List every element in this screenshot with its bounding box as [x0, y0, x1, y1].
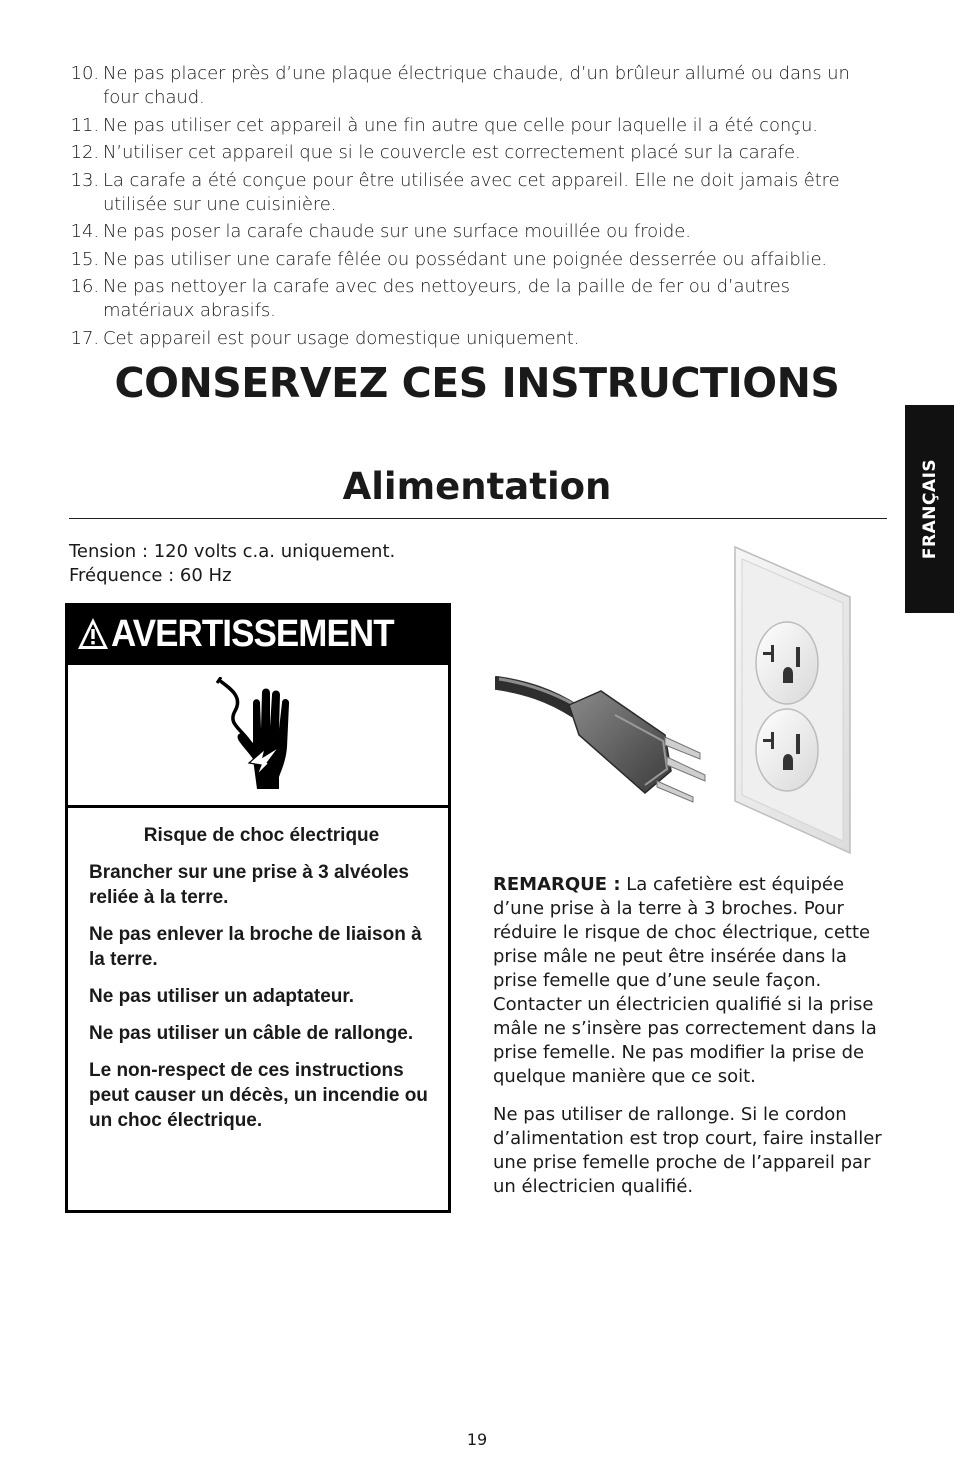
list-item: 16. Ne pas nettoyer la carafe avec des nettoyeurs, de la paille de fer ou d’autres matériaux abrasifs.: [70, 276, 790, 321]
warning-line: Le non-respect de ces instructions peut causer un décès, un incendie ou un choc électrique.: [89, 1060, 428, 1131]
shock-icon-frame: [68, 665, 448, 808]
page-number: 19: [466, 1430, 488, 1449]
note-section: [493, 873, 893, 1213]
list-item: 17. Cet appareil est pour usage domestique uniquement.: [70, 327, 580, 349]
list-item: 13. La carafe a été conçue pour être utilisée avec cet appareil. Elle ne doit jamais être utilisée sur une cuisinière.: [70, 169, 840, 215]
warning-header: [65, 603, 451, 665]
power-specs: [69, 540, 395, 588]
outlet-upper: [756, 622, 818, 704]
warning-header-label: AVERTISSEMENT: [111, 613, 394, 655]
warning-text: [89, 823, 434, 1145]
note-paragraph-2: Ne pas utiliser de rallonge. Si le cordon d’alimentation est trop court, faire installer une prise femelle proche de l’appareil par un électricien qualifié.: [493, 1104, 882, 1197]
list-item: 14. Ne pas poser la carafe chaude sur une surface mouillée ou froide.: [70, 221, 691, 242]
main-title: CONSERVEZ CES INSTRUCTIONS: [114, 359, 840, 407]
note-text-1: La cafetière est équipée d’une prise à la terre à 3 broches. Pour réduire le risque de choc électrique, cette prise mâle ne peut être insérée dans la prise femelle que d’une seule façon. Contacter un électricien qualifié si la prise mâle ne s’insère pas correctement dans la prise femelle. Ne pas modifier la prise de quelque manière que ce soit.: [493, 874, 877, 1087]
frequency-spec: Fréquence : 60 Hz: [69, 565, 232, 586]
three-prong-plug: [569, 691, 705, 802]
warning-line: Ne pas enlever la broche de liaison à la terre.: [89, 924, 422, 970]
warning-line: Ne pas utiliser un adaptateur.: [89, 986, 355, 1007]
warning-box: [65, 603, 451, 1213]
list-item: 15. Ne pas utiliser une carafe fêlée ou possédant une poignée desserrée ou affaiblie.: [70, 248, 828, 270]
voltage-spec: Tension : 120 volts c.a. uniquement.: [69, 541, 396, 562]
warning-risk: Risque de choc électrique: [143, 825, 380, 846]
list-item: 12. N’utiliser cet appareil que si le couvercle est correctement placé sur la carafe.: [70, 142, 801, 163]
electric-shock-hand-icon: [213, 677, 305, 795]
note-label: REMARQUE :: [493, 874, 621, 895]
warning-line: Ne pas utiliser un câble de rallonge.: [89, 1023, 414, 1044]
language-tab: [905, 405, 954, 613]
outlet-lower: [756, 709, 818, 791]
language-tab-label: FRANÇAIS: [919, 458, 940, 560]
section-title: Alimentation: [342, 465, 612, 508]
warning-line: Brancher sur une prise à 3 alvéoles reliée à la terre.: [89, 862, 409, 908]
note-paragraph-1: [493, 873, 893, 1089]
list-item: 11. Ne pas utiliser cet appareil à une fin autre que celle pour laquelle il a été conçu.: [70, 114, 818, 136]
section-divider: [69, 518, 887, 519]
plug-outlet-illustration: [495, 545, 855, 855]
warning-triangle-icon: [77, 617, 109, 651]
list-item: 10. Ne pas placer près d’une plaque électrique chaude, d’un brûleur allumé ou dans un four chaud.: [70, 63, 850, 108]
safety-instructions-list: [66, 62, 886, 354]
